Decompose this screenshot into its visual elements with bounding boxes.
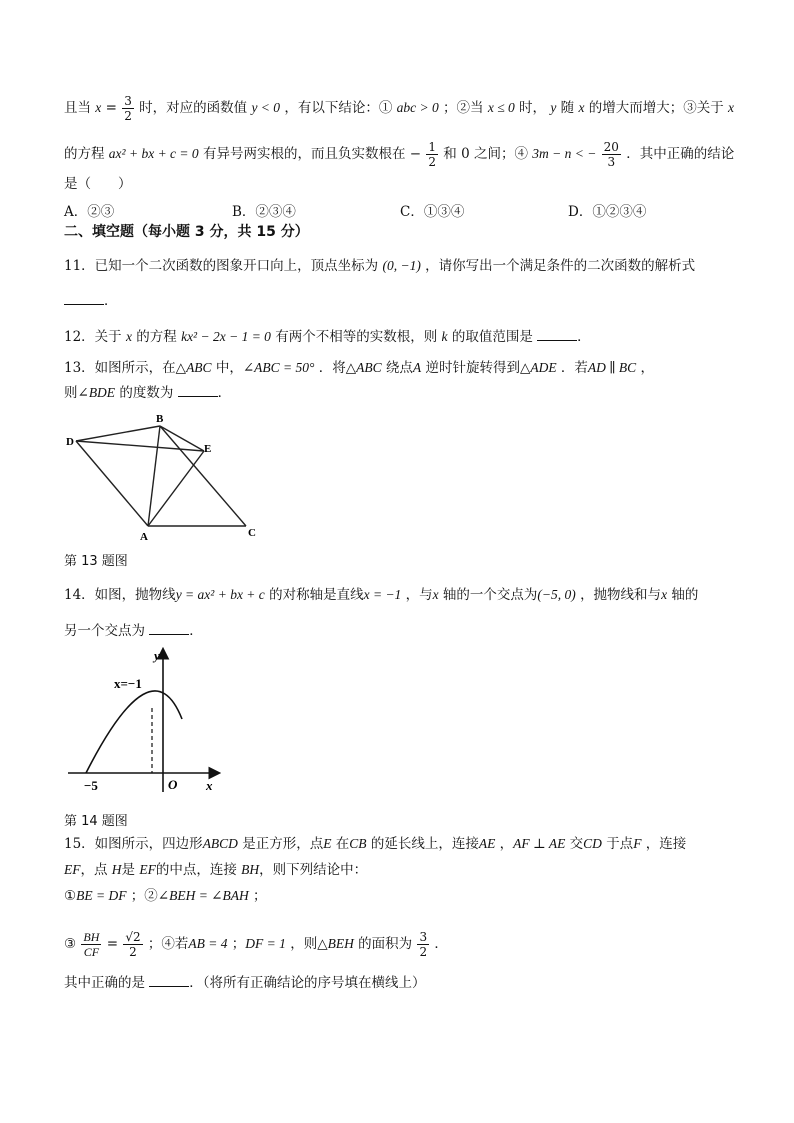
q13-line1 xyxy=(64,358,734,378)
math: 3m − n < − xyxy=(532,146,597,161)
math: (−5, 0) xyxy=(537,587,576,602)
text: ； xyxy=(253,888,267,904)
denominator: 2 xyxy=(124,109,132,123)
math: AD ∥ BC xyxy=(587,360,637,375)
q10-line2 xyxy=(64,140,734,169)
text: ， xyxy=(499,836,514,852)
figure-14 xyxy=(64,640,234,800)
math: x = −1 xyxy=(363,587,402,602)
segment-bc xyxy=(160,426,246,526)
fraction-1-2 xyxy=(426,140,438,169)
math: EF xyxy=(139,862,156,877)
q15-line2 xyxy=(64,860,734,880)
text: ；②∠ xyxy=(130,888,170,904)
text: ，与 xyxy=(405,587,433,603)
text: ；④若 xyxy=(147,936,189,952)
text: ，则下列结论中： xyxy=(259,862,368,878)
math: = xyxy=(106,936,119,952)
label-e: E xyxy=(204,443,212,455)
answer-blank[interactable] xyxy=(178,382,218,397)
text: 的方程 xyxy=(136,329,177,345)
text: 14．如图，抛物线 xyxy=(64,587,176,603)
math: y = ax² + bx + c xyxy=(175,587,265,602)
math: ADE xyxy=(530,360,557,375)
q14-line2 xyxy=(64,620,734,641)
math: E xyxy=(323,836,332,851)
answer-blank[interactable] xyxy=(64,290,104,305)
denominator: 2 xyxy=(129,945,137,959)
math: ABC xyxy=(356,360,382,375)
math: y < 0 xyxy=(251,100,281,115)
math: kx² − 2x − 1 = 0 xyxy=(181,329,271,344)
math: BH xyxy=(241,862,260,877)
denominator: 2 xyxy=(419,945,428,959)
q15-line5 xyxy=(64,972,734,993)
math: H xyxy=(111,862,122,877)
text: 有异号两实根的，而且负实数根在 − xyxy=(202,146,422,162)
text: ① xyxy=(64,888,77,904)
text: 绕点 xyxy=(385,360,413,376)
text: 时，对应的函数值 xyxy=(139,100,248,116)
answer-blank[interactable] xyxy=(149,972,189,987)
segment-ae xyxy=(148,451,204,526)
text: ．若 xyxy=(560,360,588,376)
text: ，抛物线和与 xyxy=(580,587,662,603)
text: ，则△ xyxy=(290,936,328,952)
math: (0, −1) xyxy=(382,258,421,273)
text: 逆时针旋转得到△ xyxy=(425,360,531,376)
fraction-3-2-area xyxy=(417,930,429,959)
text: ．（将所有正确结论的序号填在横线上） xyxy=(189,975,426,991)
text: 的中点，连接 xyxy=(155,862,237,878)
text: ，有以下结论：① xyxy=(284,100,393,116)
label-x: x xyxy=(206,778,213,793)
text: 则∠ xyxy=(64,385,89,401)
text: 随 xyxy=(560,100,575,116)
text: 13．如图所示，在△ xyxy=(64,360,187,376)
math: x xyxy=(125,329,132,344)
text: 在 xyxy=(335,836,350,852)
math: ABCD xyxy=(202,836,238,851)
segment-da xyxy=(76,441,148,526)
option-a: A．②③ xyxy=(64,204,115,220)
numerator: 3 xyxy=(124,94,132,108)
fraction-bh-cf xyxy=(81,930,101,959)
text: 于点 xyxy=(606,836,634,852)
text: ，请你写出一个满足条件的二次函数的解析式 xyxy=(425,258,696,274)
text: ．将△ xyxy=(318,360,357,376)
text: 15．如图所示，四边形 xyxy=(64,836,203,852)
text: 和 0 之间；④ xyxy=(443,146,528,162)
q12-line xyxy=(64,326,734,347)
math: y xyxy=(550,100,557,115)
text: 的对称轴是直线 xyxy=(269,587,364,603)
numerator: 1 xyxy=(428,140,436,154)
text: 12．关于 xyxy=(64,329,122,345)
math: ax² + bx + c = 0 xyxy=(108,146,199,161)
math: BE = DF xyxy=(76,888,127,903)
label-axis: x=−1 xyxy=(114,676,142,691)
text: ． xyxy=(104,293,118,309)
fraction-20-3 xyxy=(602,140,621,169)
segment-db xyxy=(76,426,160,441)
segment-be xyxy=(160,426,204,451)
denominator: 2 xyxy=(428,155,436,169)
text: ． xyxy=(217,385,232,401)
numerator: BH xyxy=(83,930,100,944)
text: ，连接 xyxy=(645,836,687,852)
numerator: 20 xyxy=(603,140,619,154)
math: x xyxy=(728,100,735,115)
math: x xyxy=(95,100,102,115)
math: x xyxy=(578,100,585,115)
denominator: 3 xyxy=(607,155,616,169)
option-b: B．②③④ xyxy=(232,204,296,220)
figure-14-caption: 第 14 题图 xyxy=(64,814,128,829)
math: ABC = 50° xyxy=(254,360,315,375)
text: 其中正确的是 xyxy=(64,975,145,991)
segment-de xyxy=(76,441,204,451)
math: x xyxy=(432,587,439,602)
math: = xyxy=(105,100,117,116)
label-y: y xyxy=(154,648,160,663)
q11-line1 xyxy=(64,256,734,276)
q10-line1 xyxy=(64,94,734,123)
text: 是 xyxy=(121,862,136,878)
label-b: B xyxy=(156,413,164,425)
math: CB xyxy=(349,836,367,851)
label-c: C xyxy=(248,527,256,539)
math: AB = 4 xyxy=(188,936,228,951)
option-d: D．①②③④ xyxy=(568,204,647,220)
text: 11．已知一个二次函数的图象开口向上，顶点坐标为 xyxy=(64,258,379,274)
math: BEH = ∠BAH xyxy=(169,888,249,903)
text: ．其中正确的结论 xyxy=(626,146,735,162)
math: abc > 0 xyxy=(396,100,439,115)
figure-13 xyxy=(64,408,264,543)
text: 是正方形，点 xyxy=(242,836,324,852)
numerator: √2 xyxy=(125,930,141,944)
math: AF ⊥ AE xyxy=(513,836,566,851)
q15-line4 xyxy=(64,930,734,959)
answer-blank[interactable] xyxy=(537,326,577,341)
text: 轴的 xyxy=(671,587,699,603)
text: 时， xyxy=(519,100,547,116)
text: 的度数为 xyxy=(119,385,174,401)
q11-line2 xyxy=(64,290,734,311)
text: 的面积为 xyxy=(358,936,413,952)
math: DF = 1 xyxy=(245,936,286,951)
denominator: CF xyxy=(83,945,100,959)
label-a: A xyxy=(140,531,148,543)
label-minus5: −5 xyxy=(84,778,98,793)
text: 另一个交点为 xyxy=(64,623,145,639)
fraction-3-2 xyxy=(122,94,134,123)
math: A xyxy=(412,360,422,375)
label-origin: O xyxy=(168,777,178,792)
label-d: D xyxy=(66,436,74,448)
q10-line3: 是（ ） xyxy=(64,176,132,192)
text: 的方程 xyxy=(64,146,105,162)
section-heading: 二、填空题（每小题 3 分，共 15 分） xyxy=(64,224,309,240)
math: x ≤ 0 xyxy=(487,100,515,115)
math: BDE xyxy=(88,385,116,400)
text: 且当 xyxy=(64,100,91,116)
math: EF xyxy=(64,862,81,877)
fraction-root2-2 xyxy=(123,930,142,959)
answer-blank[interactable] xyxy=(149,620,189,635)
text: ． xyxy=(189,623,203,639)
q15-line1 xyxy=(64,834,734,854)
figure-13-caption: 第 13 题图 xyxy=(64,554,128,569)
q15-line3 xyxy=(64,886,734,906)
math: x xyxy=(661,587,668,602)
numerator: 3 xyxy=(419,930,428,944)
text: 交 xyxy=(569,836,584,852)
math: AE xyxy=(478,836,496,851)
math: CD xyxy=(583,836,602,851)
text: 的延长线上，连接 xyxy=(370,836,479,852)
text: 的增大而增大；③关于 xyxy=(588,100,724,116)
segment-ba xyxy=(148,426,160,526)
q13-line2 xyxy=(64,382,734,403)
option-c: C．①③④ xyxy=(400,204,465,220)
math: k xyxy=(441,329,448,344)
text: ； xyxy=(231,936,246,952)
text: ． xyxy=(434,936,448,952)
text: 轴的一个交点为 xyxy=(442,587,538,603)
parabola xyxy=(86,691,182,773)
text: ，点 xyxy=(80,862,108,878)
text: ；②当 xyxy=(443,100,484,116)
math: ABC xyxy=(186,360,212,375)
text: ③ xyxy=(64,936,77,952)
text: ． xyxy=(577,329,591,345)
text: 有两个不相等的实数根，则 xyxy=(275,329,438,345)
math: F xyxy=(633,836,642,851)
text: ， xyxy=(640,360,654,376)
text: 的取值范围是 xyxy=(451,329,533,345)
text: 中，∠ xyxy=(215,360,255,376)
math: BEH xyxy=(327,936,354,951)
q14-line1 xyxy=(64,585,734,605)
